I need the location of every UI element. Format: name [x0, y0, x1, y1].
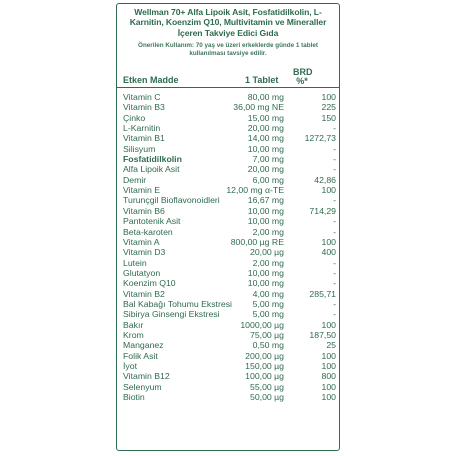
table-row	[117, 382, 339, 392]
ingredient-brd: -	[333, 216, 336, 227]
ingredient-name: Folik Asit	[123, 350, 158, 361]
ingredient-amount: 2,00 mg	[252, 257, 284, 268]
ingredient-name: Krom	[123, 329, 144, 340]
ingredient-name: Vitamin A	[123, 236, 160, 247]
table-row	[117, 185, 339, 195]
ingredient-brd: 100	[321, 381, 336, 392]
table-row	[117, 247, 339, 257]
header-per-tablet: 1 Tablet	[245, 75, 279, 86]
ingredient-brd: 187,50	[309, 329, 336, 340]
ingredient-amount: 100,00 µg	[245, 371, 284, 382]
ingredient-brd: -	[333, 164, 336, 175]
ingredient-name: Lutein	[123, 257, 147, 268]
ingredient-brd: 714,29	[309, 205, 336, 216]
ingredient-amount: 1000,00 µg	[240, 319, 284, 330]
ingredient-amount: 4,00 mg	[252, 288, 284, 299]
ingredient-brd: 25	[326, 340, 336, 351]
ingredient-amount: 10,00 mg	[247, 278, 284, 289]
table-row	[117, 268, 339, 278]
ingredient-brd: -	[333, 143, 336, 154]
ingredient-brd: -	[333, 226, 336, 237]
ingredient-name: Selenyum	[123, 381, 162, 392]
ingredient-name: Glutatyon	[123, 267, 161, 278]
table-row	[117, 154, 339, 164]
ingredient-brd: -	[333, 278, 336, 289]
ingredient-amount: 200,00 µg	[245, 350, 284, 361]
ingredient-amount: 20,00 µg	[250, 247, 284, 258]
table-row	[117, 289, 339, 299]
table-row	[117, 92, 339, 102]
ingredient-amount: 10,00 mg	[247, 143, 284, 154]
ingredient-name: Bakır	[123, 319, 144, 330]
ingredient-amount: 55,00 µg	[250, 381, 284, 392]
ingredient-name: Pantotenik Asit	[123, 216, 181, 227]
table-row	[117, 123, 339, 133]
table-row	[117, 340, 339, 350]
ingredient-brd: -	[333, 195, 336, 206]
ingredient-amount: 20,00 mg	[247, 164, 284, 175]
ingredient-name: Vitamin B6	[123, 205, 165, 216]
table-row	[117, 351, 339, 361]
table-row	[117, 206, 339, 216]
header-brd	[293, 68, 311, 85]
ingredient-brd: -	[333, 298, 336, 309]
header-brd-label: BRD %*	[293, 67, 313, 86]
ingredient-amount: 150,00 µg	[245, 360, 284, 371]
table-row	[117, 309, 339, 319]
ingredient-brd: 150	[321, 112, 336, 123]
ingredient-name: Turunçgil Bioflavonoidleri	[123, 195, 220, 206]
table-row	[117, 299, 339, 309]
ingredient-brd: -	[333, 154, 336, 165]
table-row	[117, 195, 339, 205]
ingredient-brd: -	[333, 123, 336, 134]
table-row	[117, 237, 339, 247]
ingredient-brd: 100	[321, 360, 336, 371]
table-row	[117, 144, 339, 154]
ingredient-amount: 5,00 mg	[252, 298, 284, 309]
ingredient-amount: 10,00 mg	[247, 216, 284, 227]
ingredient-name: Demir	[123, 174, 147, 185]
ingredient-amount: 0,50 mg	[252, 340, 284, 351]
table-row	[117, 102, 339, 112]
ingredient-amount: 2,00 mg	[252, 226, 284, 237]
ingredient-brd: 100	[321, 319, 336, 330]
ingredient-amount: 6,00 mg	[252, 174, 284, 185]
ingredient-amount: 7,00 mg	[252, 154, 284, 165]
ingredient-name: Beta-karoten	[123, 226, 173, 237]
table-row	[117, 164, 339, 174]
table-row	[117, 113, 339, 123]
ingredient-name: Sibirya Ginsengi Ekstresi	[123, 309, 220, 320]
ingredient-brd: 225	[321, 102, 336, 113]
table-row	[117, 330, 339, 340]
ingredient-name: Çinko	[123, 112, 146, 123]
ingredient-brd: 1272,73	[304, 133, 336, 144]
ingredient-brd: 100	[321, 392, 336, 402]
ingredient-amount: 10,00 mg	[247, 267, 284, 278]
ingredient-name: L-Karnitin	[123, 123, 161, 134]
ingredient-name: Silisyum	[123, 143, 156, 154]
ingredient-name: Biotin	[123, 392, 145, 402]
ingredient-name: Vitamin B2	[123, 288, 165, 299]
ingredient-brd: -	[333, 267, 336, 278]
ingredient-name: Fosfatidilkolin	[123, 154, 182, 165]
table-row	[117, 320, 339, 330]
ingredient-amount: 15,00 mg	[247, 112, 284, 123]
supplement-facts-panel	[116, 3, 340, 451]
ingredient-amount: 12,00 mg α-TE	[226, 185, 284, 196]
ingredient-name: Manganez	[123, 340, 164, 351]
ingredient-amount: 10,00 mg	[247, 205, 284, 216]
table-row	[117, 361, 339, 371]
ingredient-name: Vitamin B3	[123, 102, 165, 113]
ingredient-name: Koenzim Q10	[123, 278, 176, 289]
ingredient-amount: 75,00 µg	[250, 329, 284, 340]
ingredient-brd: 100	[321, 92, 336, 103]
header-ingredient: Etken Madde	[123, 75, 179, 86]
ingredient-brd: 42,86	[314, 174, 336, 185]
table-row	[117, 133, 339, 143]
ingredient-amount: 800,00 µg RE	[230, 236, 284, 247]
ingredient-brd: -	[333, 309, 336, 320]
ingredient-name: Vitamin D3	[123, 247, 166, 258]
ingredient-name: İyot	[123, 360, 138, 371]
table-header	[117, 61, 339, 88]
ingredient-amount: 16,67 mg	[247, 195, 284, 206]
ingredient-brd: -	[333, 257, 336, 268]
ingredient-name: Vitamin B1	[123, 133, 165, 144]
ingredient-name: Vitamin B12	[123, 371, 170, 382]
ingredient-brd: 800	[321, 371, 336, 382]
ingredient-brd: 400	[321, 247, 336, 258]
ingredient-brd: 100	[321, 185, 336, 196]
ingredient-name: Vitamin E	[123, 185, 161, 196]
ingredient-amount: 20,00 mg	[247, 123, 284, 134]
ingredient-amount: 50,00 µg	[250, 392, 284, 402]
ingredient-brd: 100	[321, 236, 336, 247]
ingredient-brd: 285,71	[309, 288, 336, 299]
table-row	[117, 175, 339, 185]
ingredient-brd: 100	[321, 350, 336, 361]
ingredient-amount: 14,00 mg	[247, 133, 284, 144]
table-row	[117, 227, 339, 237]
table-row	[117, 258, 339, 268]
ingredient-name: Alfa Lipoik Asit	[123, 164, 180, 175]
table-row	[117, 392, 339, 402]
ingredient-amount: 80,00 mg	[247, 92, 284, 103]
ingredient-amount: 36,00 mg NE	[233, 102, 284, 113]
table-row	[117, 371, 339, 381]
ingredient-amount: 5,00 mg	[252, 309, 284, 320]
table-row	[117, 216, 339, 226]
usage-note: Önerilen Kullanım: 70 yaş ve üzeri erkeklerde günde 1 tablet kullanılması tavsiye edilir.	[138, 42, 318, 57]
ingredient-name: Vitamin C	[123, 92, 161, 103]
product-title: Wellman 70+ Alfa Lipoik Asit, Fosfatidilkolin, L-Karnitin, Koenzim Q10, Multivitamin ve Mineraller İçeren Takviye Edici Gıda	[129, 7, 327, 38]
table-row	[117, 278, 339, 288]
ingredient-name: Bal Kabağı Tohumu Ekstresi	[123, 298, 232, 309]
ingredient-table	[117, 92, 339, 402]
